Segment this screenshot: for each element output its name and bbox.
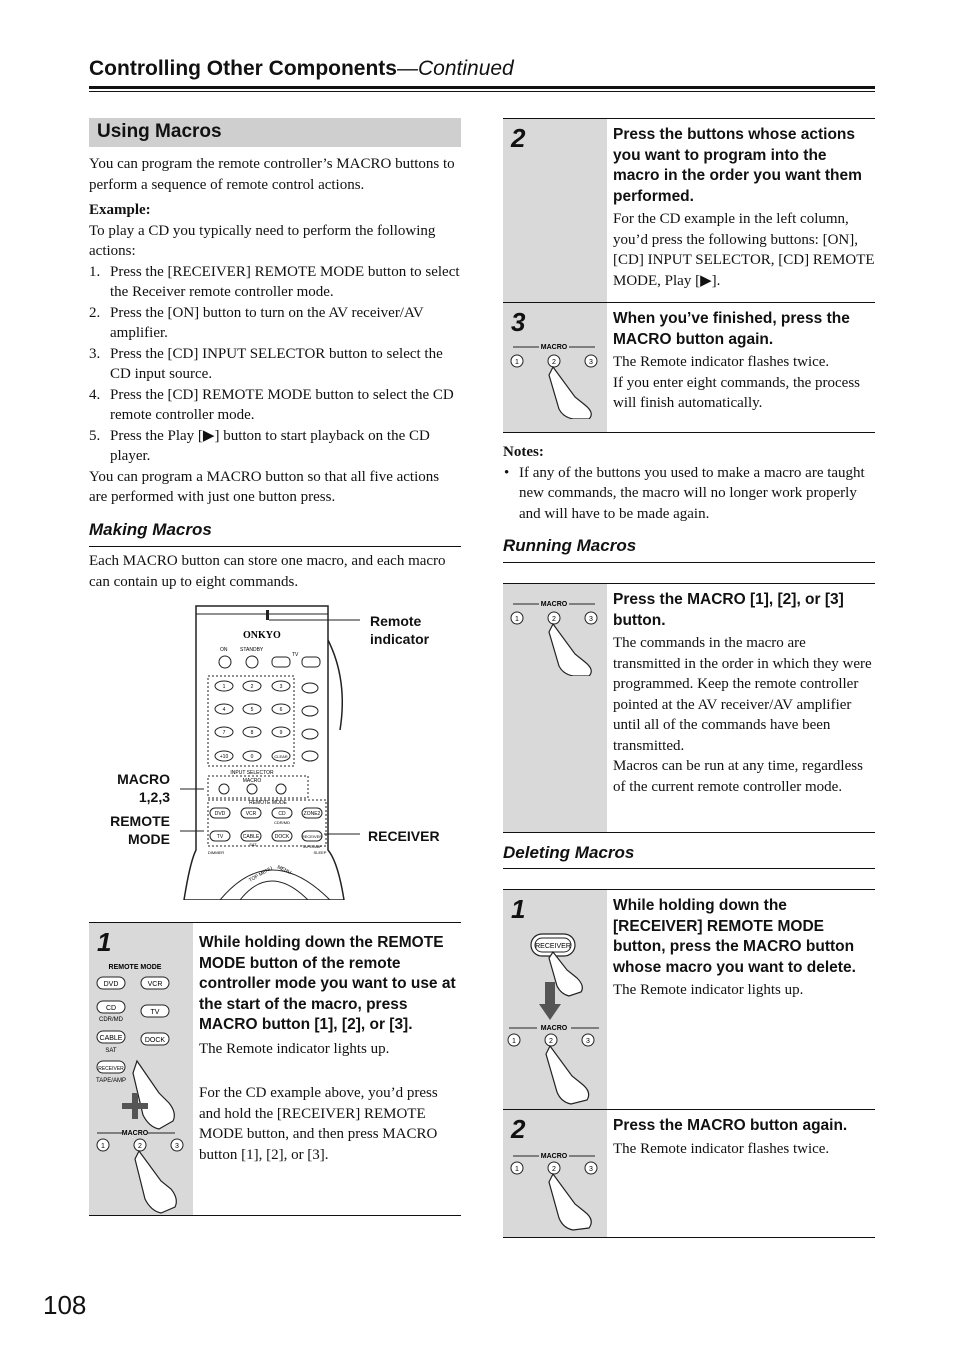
svg-text:1: 1 xyxy=(515,359,519,366)
svg-text:TV: TV xyxy=(150,1009,160,1016)
running-rule xyxy=(503,562,875,563)
svg-text:DVD: DVD xyxy=(103,981,119,988)
step-3-text xyxy=(613,309,875,414)
running-macros-heading: Running Macros xyxy=(503,536,637,555)
svg-text:CABLE: CABLE xyxy=(99,1035,123,1042)
svg-text:4: 4 xyxy=(222,707,226,713)
delete-step-2-illustration xyxy=(503,1110,607,1237)
macro-buttons-art xyxy=(503,339,607,419)
delete-step-1-text xyxy=(613,896,875,1001)
svg-text:1: 1 xyxy=(512,1038,516,1045)
svg-text:MACRO: MACRO xyxy=(242,778,262,784)
example-steps xyxy=(89,262,461,467)
svg-text:MENU: MENU xyxy=(276,864,293,877)
svg-text:TV: TV xyxy=(216,834,224,840)
header-rule-thin xyxy=(89,91,875,92)
svg-text:3: 3 xyxy=(279,684,283,690)
svg-text:CDR/MD: CDR/MD xyxy=(99,1017,123,1023)
svg-text:DVD: DVD xyxy=(214,811,226,817)
deleting-rule xyxy=(503,868,875,869)
section-title-bar xyxy=(89,118,461,147)
macro-buttons-art xyxy=(503,1148,607,1232)
example-label: Example: xyxy=(89,202,151,218)
svg-text:MACRO: MACRO xyxy=(540,344,568,351)
step-2-panel xyxy=(503,118,875,303)
delete-step-2-text xyxy=(613,1116,875,1159)
example-lead: To play a CD you typically need to perform the following actions: xyxy=(89,222,436,259)
svg-text:DOCK: DOCK xyxy=(144,1037,166,1044)
delete-step-2-panel xyxy=(503,1109,875,1238)
svg-text:2: 2 xyxy=(552,359,556,366)
svg-text:2: 2 xyxy=(552,1166,556,1173)
svg-text:SAT: SAT xyxy=(249,842,257,847)
step-1-illustration xyxy=(89,923,193,1215)
list-item: • If any of the buttons you used to make a macro are taught new commands, the macro will no longer work properly and will have to be made again. xyxy=(504,464,865,522)
svg-text:5: 5 xyxy=(250,707,254,713)
making-text: Each MACRO button can store one macro, and each macro can contain up to eight commands. xyxy=(89,553,446,590)
page-number: 108 xyxy=(43,1290,87,1320)
svg-text:CDR/MD: CDR/MD xyxy=(274,820,290,825)
header-continued: —Continued xyxy=(396,57,514,80)
svg-text:1: 1 xyxy=(515,1166,519,1173)
svg-text:3: 3 xyxy=(589,616,593,623)
svg-text:3: 3 xyxy=(586,1038,590,1045)
step-number: 3 xyxy=(511,307,526,337)
svg-text:ZONE2: ZONE2 xyxy=(303,811,321,817)
callout-remote-indicator: Remote indicator xyxy=(370,613,430,647)
callout-macro: MACRO 1,2,3 xyxy=(117,771,170,805)
example-outro: You can program a MACRO button so that all five actions are performed with just one button press. xyxy=(89,468,440,505)
svg-text:RECEIVER: RECEIVER xyxy=(98,1066,124,1072)
svg-text:+10: +10 xyxy=(219,754,229,760)
delete-step-1-result: The Remote indicator lights up. xyxy=(613,982,804,998)
delete-step-2-instruction: Press the MACRO button again. xyxy=(613,1117,848,1134)
step-2-illustration xyxy=(503,119,607,303)
svg-text:MACRO: MACRO xyxy=(540,1153,568,1160)
step-number: 2 xyxy=(511,1114,526,1144)
delete-step-2-result: The Remote indicator flashes twice. xyxy=(613,1140,830,1157)
svg-text:2: 2 xyxy=(552,616,556,623)
remote-mode-buttons-art xyxy=(89,953,193,1215)
running-p1: The commands in the macro are transmitted in the order in which they were programmed. Keep the remote controller pointed at the AV receiver/AV amplifier until all of the commands have been transmitted. xyxy=(613,635,872,754)
svg-text:SAT: SAT xyxy=(105,1048,117,1054)
svg-text:CD: CD xyxy=(278,811,286,817)
receiver-macro-art xyxy=(503,926,607,1106)
svg-text:REMOTE MODE: REMOTE MODE xyxy=(108,964,162,971)
step-3-note: If you enter eight commands, the process will finish automatically. xyxy=(613,374,861,411)
svg-text:RECEIVER: RECEIVER xyxy=(301,834,323,839)
svg-text:9: 9 xyxy=(279,730,283,736)
making-rule xyxy=(89,546,461,547)
list-item: 3. Press the [CD] INPUT SELECTOR button to select the CD input source. xyxy=(89,345,443,382)
svg-text:MACRO: MACRO xyxy=(540,601,568,608)
step-1-result: The Remote indicator lights up. xyxy=(199,1040,390,1057)
brand-logo: ONKYO xyxy=(243,630,281,641)
step-number: 1 xyxy=(97,927,112,957)
callout-remote-mode: REMOTE MODE xyxy=(110,813,170,847)
notes-block xyxy=(503,442,875,524)
svg-text:TV: TV xyxy=(292,652,299,658)
svg-text:7: 7 xyxy=(222,730,226,736)
svg-text:3: 3 xyxy=(589,359,593,366)
deleting-macros-heading: Deleting Macros xyxy=(503,843,635,862)
step-3-result: The Remote indicator flashes twice. xyxy=(613,354,830,370)
svg-text:MACRO: MACRO xyxy=(540,1025,568,1032)
step-3-instruction: When you’ve finished, press the MACRO button again. xyxy=(613,310,850,348)
left-text-block xyxy=(89,154,461,508)
svg-text:MACRO: MACRO xyxy=(121,1130,149,1137)
svg-text:CLEAR: CLEAR xyxy=(274,754,288,759)
svg-text:2: 2 xyxy=(549,1038,553,1045)
running-illustration xyxy=(503,584,607,832)
remote-control-figure xyxy=(180,600,360,900)
page-header xyxy=(89,57,514,81)
svg-text:STANDBY: STANDBY xyxy=(240,647,264,653)
list-item: 4. Press the [CD] REMOTE MODE button to select the CD remote controller mode. xyxy=(89,386,454,423)
svg-text:TAPE/AMP: TAPE/AMP xyxy=(302,844,322,849)
svg-text:TAPE/AMP: TAPE/AMP xyxy=(96,1078,126,1084)
svg-text:DIMMER: DIMMER xyxy=(207,850,225,855)
running-text xyxy=(613,590,875,797)
svg-text:1: 1 xyxy=(222,684,226,690)
callout-receiver: RECEIVER xyxy=(368,828,440,844)
macro-buttons-art xyxy=(503,596,607,676)
svg-text:INPUT SELECTOR: INPUT SELECTOR xyxy=(230,770,274,776)
section-title: Using Macros xyxy=(97,121,222,142)
running-panel xyxy=(503,583,875,833)
step-1-example: For the CD example above, you’d press and hold the [RECEIVER] REMOTE MODE button, and then press MACRO button [1], [2], or [3]. xyxy=(199,1085,438,1163)
delete-step-1-instruction: While holding down the [RECEIVER] REMOTE MODE button, press the MACRO button whose macro you want to delete. xyxy=(613,897,856,976)
svg-text:6: 6 xyxy=(279,707,283,713)
svg-text:1: 1 xyxy=(101,1143,105,1150)
svg-text:2: 2 xyxy=(250,684,254,690)
making-macros-heading: Making Macros xyxy=(89,520,212,539)
step-1-instruction: While holding down the REMOTE MODE button of the remote controller mode you want to use at the start of the macro, press MACRO button [1], [2], or [3]. xyxy=(199,934,456,1033)
step-1-panel xyxy=(89,922,461,1216)
svg-text:SLEEP: SLEEP xyxy=(313,850,327,855)
delete-step-1-illustration xyxy=(503,890,607,1109)
svg-text:DOCK: DOCK xyxy=(274,834,290,840)
list-item: 1. Press the [RECEIVER] REMOTE MODE button to select the Receiver remote controller mode. xyxy=(89,263,460,300)
svg-text:TOP MENU: TOP MENU xyxy=(248,865,274,884)
svg-text:CD: CD xyxy=(105,1005,117,1012)
step-2-example: For the CD example in the left column, you’d press the following buttons: [ON], [CD] INPUT SELECTOR, [CD] REMOTE MODE, Play [▶]. xyxy=(613,211,875,289)
list-item: 5. Press the Play [▶] button to start playback on the CD player. xyxy=(89,427,430,464)
header-title: Controlling Other Components xyxy=(89,57,397,80)
step-3-illustration xyxy=(503,303,607,432)
svg-text:8: 8 xyxy=(250,730,254,736)
step-number: 2 xyxy=(511,123,526,153)
svg-text:1: 1 xyxy=(515,616,519,623)
list-item: 2. Press the [ON] button to turn on the AV receiver/AV amplifier. xyxy=(89,304,424,341)
svg-text:RECEIVER: RECEIVER xyxy=(535,943,571,950)
delete-step-1-panel xyxy=(503,889,875,1109)
step-3-panel xyxy=(503,302,875,433)
svg-text:3: 3 xyxy=(589,1166,593,1173)
svg-text:2: 2 xyxy=(138,1143,142,1150)
step-1-text xyxy=(199,933,461,1165)
running-p2: Macros can be run at any time, regardless of the current remote controller mode. xyxy=(613,758,863,795)
step-2-text xyxy=(613,125,875,291)
svg-text:3: 3 xyxy=(175,1143,179,1150)
svg-text:CABLE: CABLE xyxy=(242,834,260,840)
step-number: 1 xyxy=(511,894,526,924)
step-2-instruction: Press the buttons whose actions you want to program into the macro in the order you want them performed. xyxy=(613,126,862,205)
svg-text:0: 0 xyxy=(250,754,254,760)
svg-text:VCR: VCR xyxy=(245,811,257,817)
svg-text:ON: ON xyxy=(220,647,228,653)
running-instruction: Press the MACRO [1], [2], or [3] button. xyxy=(613,591,844,629)
svg-text:VCR: VCR xyxy=(147,981,163,988)
intro-paragraph: You can program the remote controller’s MACRO buttons to perform a sequence of remote control actions. xyxy=(89,156,455,193)
notes-label: Notes: xyxy=(503,444,544,460)
header-rule xyxy=(89,86,875,89)
svg-text:REMOTE MODE: REMOTE MODE xyxy=(249,800,287,806)
